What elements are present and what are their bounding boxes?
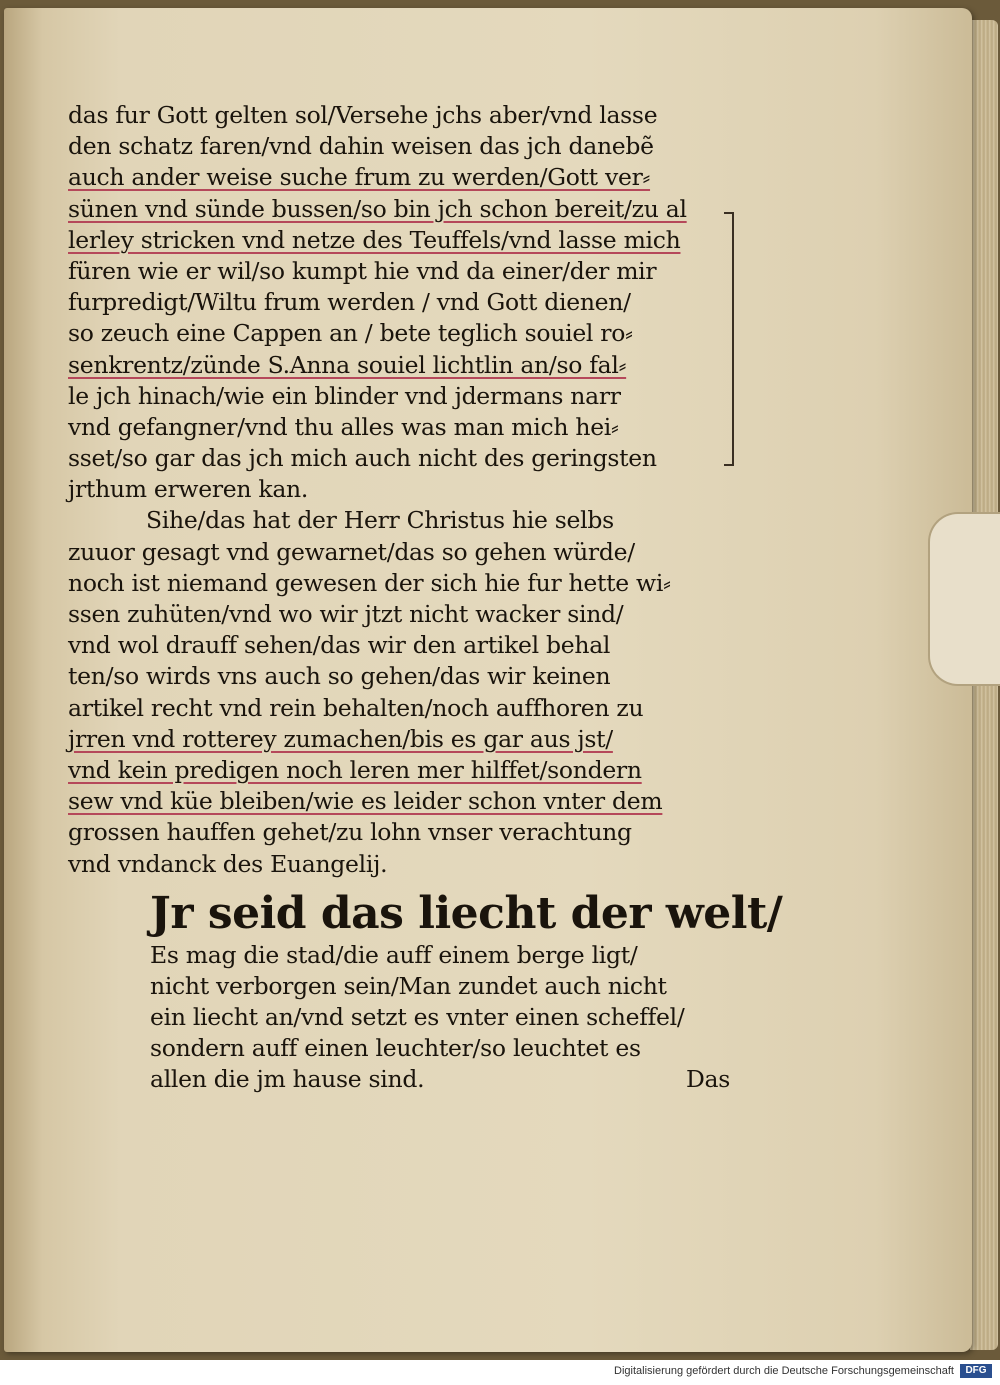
text-line: Sihe/das hat der Herr Christus hie selbs (146, 506, 614, 535)
text-line: auch ander weise suche frum zu werden/Gott ver⸗ (68, 163, 651, 192)
scripture-heading: Jr seid das liecht der welt/ (150, 888, 783, 939)
text-line: das fur Gott gelten sol/Versehe jchs aber/vnd lasse (68, 101, 658, 129)
text-line: senkrentz/zünde S.Anna souiel lichtlin an/so fal⸗ (68, 350, 627, 379)
text-line: vnd gefangner/vnd thu alles was man mich hei⸗ (68, 412, 619, 441)
main-text-block (68, 100, 732, 880)
margin-bracket (724, 212, 734, 466)
scripture-line-last (150, 1064, 730, 1095)
scripture-line: ein liecht an/vnd setzt es vnter einen scheffel/ (150, 1003, 685, 1031)
text-line: artikel recht vnd rein behalten/noch auffhoren zu (68, 693, 644, 722)
text-line: noch ist niemand gewesen der sich hie fur hette wi⸗ (68, 568, 671, 597)
text-line: lerley stricken vnd netze des Teuffels/vnd lasse mich (68, 225, 681, 254)
text-line: ssen zuhüten/vnd wo wir jtzt nicht wacker sind/ (68, 600, 624, 628)
scripture-block (150, 888, 783, 1095)
text-line: füren wie er wil/so kumpt hie vnd da einer/der mir (68, 256, 657, 285)
dfg-logo: DFG (960, 1364, 992, 1378)
catchword: Das (685, 1065, 730, 1093)
text-line: jrren vnd rotterey zumachen/bis es gar aus jst/ (68, 724, 613, 753)
footer-credit: Digitalisierung gefördert durch die Deutsche Forschungsgemeinschaft (614, 1365, 954, 1377)
page-tab (928, 512, 1000, 686)
scripture-line: nicht verborgen sein/Man zundet auch nicht (150, 972, 667, 1000)
text-line: vnd vndanck des Euangelij. (68, 849, 388, 878)
text-line: so zeuch eine Cappen an / bete teglich souiel ro⸗ (68, 319, 633, 348)
scripture-line: sondern auff einen leuchter/so leuchtet es (150, 1034, 641, 1062)
text-line: grossen hauffen gehet/zu lohn vnser verachtung (68, 818, 632, 847)
text-line: furpredigt/Wiltu frum werden / vnd Gott dienen/ (68, 288, 631, 317)
text-line: vnd kein predigen noch leren mer hilffet/sondern (68, 755, 642, 784)
scripture-line: Es mag die stad/die auff einem berge ligt/ (150, 941, 638, 969)
text-line: den schatz faren/vnd dahin weisen das jch danebẽ (68, 132, 654, 161)
text-line: sew vnd küe bleiben/wie es leider schon vnter dem (68, 787, 663, 816)
text-line: vnd wol drauff sehen/das wir den artikel behal (68, 631, 611, 660)
text-line: jrthum erweren kan. (68, 475, 309, 504)
text-line: sset/so gar das jch mich auch nicht des geringsten (68, 444, 657, 473)
text-line: ten/so wirds vns auch so gehen/das wir keinen (68, 662, 611, 691)
text-line: zuuor gesagt vnd gewarnet/das so gehen würde/ (68, 537, 635, 566)
text-line: sünen vnd sünde bussen/so bin jch schon bereit/zu al (68, 194, 687, 223)
scripture-line: allen die jm hause sind. (150, 1065, 425, 1093)
text-line: le jch hinach/wie ein blinder vnd jdermans narr (68, 381, 621, 410)
